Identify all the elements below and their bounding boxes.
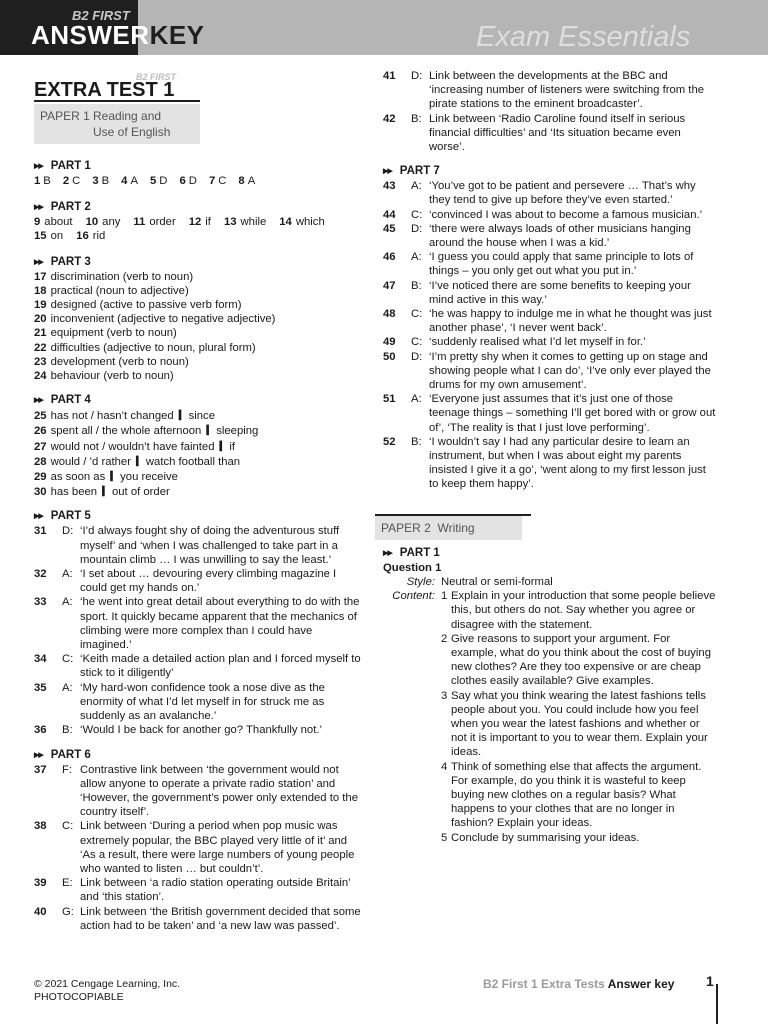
answer-number: 52 [383,435,396,448]
list-item [383,435,716,492]
answer-letter: C [72,175,81,187]
answer-word: if [205,216,211,229]
paper1-name-line2: Use of English [93,125,171,139]
answer-text: Link between ‘Radio Caroline found itself in serious financial difficulties’ and ‘Its situation became even worse’. [429,112,686,154]
answer-number: 25 [34,410,47,423]
part3-heading [34,255,364,269]
item-number: 1 [441,590,448,603]
answer-text: behaviour (verb to noun) [50,370,174,383]
separator-bar-icon: ▍ [135,455,143,466]
answer-text: difficulties (adjective to noun, plural form) [50,341,256,354]
paper2-box [375,516,522,540]
list-item [383,179,716,207]
part6-answers-left [34,763,364,933]
answer-text: has been [50,486,98,499]
page-number: 1 [706,973,714,989]
answer-text: ‘Keith made a detailed action plan and I forced myself to stick to it diligently’ [80,653,361,680]
answer-letter: D [188,175,197,187]
answer-letter: A [247,175,256,187]
answer-number: 11 [133,216,146,229]
page-number-rule [716,984,718,1024]
answer-letter: B: [411,279,422,292]
answer-letter: D: [62,525,74,538]
answer-text: would / ’d rather [50,455,131,468]
style-label: Style: [406,575,435,588]
part1-heading [34,159,364,173]
list-item [34,763,364,820]
answer-text: equipment (verb to noun) [50,327,177,340]
separator-bar-icon: ▍ [206,425,214,436]
answer-number: 34 [34,653,47,666]
double-arrow-icon: ▶▶ [34,204,43,212]
part5-answers [34,524,364,737]
part2-label: PART 2 [50,201,91,214]
answer-number: 20 [34,313,47,326]
part6-heading [34,748,364,762]
paper1-number: PAPER 1 [40,109,90,123]
separator-bar-icon: ▍ [102,486,109,497]
separator-bar-icon: ▍ [178,410,186,421]
paper1-name-line1: Reading and [93,109,162,123]
answer-text: ‘I’d always fought shy of doing the adventurous stuff myself’ and ‘when I was challenged to take part in a mountain climb … I was unwilling to say the least.’ [80,525,340,566]
list-item [34,270,364,284]
list-item [383,208,716,222]
answer-text: Contrastive link between ‘the government would not allow anyone to operate a private radio station’ and ‘However, the government’s power only extended to the country itself’. [80,763,358,819]
answer-letter: D: [411,350,423,363]
item-text: Explain in your introduction that some people believe this, but others do not. Say whether you agree or disagree with the statement. [451,590,716,631]
answer-letter: F: [62,763,73,776]
double-arrow-icon: ▶▶ [383,168,392,176]
answer-number: 50 [383,350,396,363]
separator-bar-icon: ▍ [219,440,227,451]
list-item [34,595,364,652]
answer-keyword: since [188,410,215,423]
item-text: Conclude by summarising your ideas. [451,831,640,844]
answer-letter: C: [411,336,423,349]
list-item [34,484,364,499]
part6-label: PART 6 [50,748,91,761]
extra-test-number: 1 [163,79,175,101]
answer-letter: D: [411,222,423,235]
answer-letter: A: [62,596,73,609]
header-right-title: Exam Essentials [476,21,691,53]
answer-number: 46 [383,251,396,264]
part6-answers-right [383,69,716,154]
answer-keyword: you receive [120,471,178,484]
answer-letter: C: [411,308,423,321]
item-number: 3 [441,689,448,702]
answer-letter: A: [411,180,422,193]
answer-letter: A [130,175,138,187]
list-item [441,689,716,760]
answer-text: ‘I’ve noticed there are some benefits to keeping your mind active in this way.’ [429,279,691,306]
answer-number: 36 [34,724,47,737]
list-item [383,69,716,112]
answer-text: practical (noun to adjective) [50,284,189,297]
list-item [34,326,364,340]
footer-section: Answer key [607,977,675,991]
answer-text: designed (active to passive verb form) [50,299,242,312]
answer-letter: C: [62,653,74,666]
answer-number: 22 [34,341,47,354]
separator-bar-icon: ▍ [110,471,118,482]
answer-letter: D [159,175,168,187]
part4-heading [34,393,364,407]
answer-number: 7 [208,175,216,187]
answer-text: Link between ‘During a period when pop music was extremely popular, the BBC played very little of it’ and ‘As a result, there were large numbers of young people who wanted to listen … but couldn’t’. [80,820,355,875]
list-item [34,681,364,724]
part7-answers [383,179,716,491]
answer-number: 41 [383,70,396,82]
part2-heading [34,200,364,214]
answer-number: 4 [121,175,128,187]
list-item [34,439,364,454]
list-item [383,392,716,435]
part5-heading [34,509,364,523]
answer-number: 49 [383,336,396,349]
answer-number: 43 [383,180,396,193]
list-item [34,423,364,438]
answer-text: discrimination (verb to noun) [50,270,194,283]
answer-number: 29 [34,471,47,484]
answer-text: ‘he went into great detail about everything to do with the sport. It quickly became apparent that the mechanics of climbing were more complex than I could have imagined.’ [80,596,360,652]
list-item [34,369,364,383]
answer-text: would not / wouldn’t have fainted [50,440,215,453]
answer-number: 26 [34,425,47,438]
answer-letter: A: [62,681,73,694]
list-item [383,112,716,155]
item-number: 5 [441,831,448,844]
answer-number: 42 [383,112,396,125]
answer-text: has not / hasn’t changed [50,410,174,423]
header-title-key: KEY [149,20,205,50]
answer-number: 23 [34,355,47,368]
answer-number: 32 [34,568,47,581]
answer-number: 18 [34,284,47,297]
answer-text: development (verb to noun) [50,355,189,368]
answer-keyword: watch football than [145,455,241,468]
list-item [383,307,716,335]
answer-number: 15 [34,230,47,243]
answer-number: 16 [76,230,89,243]
double-arrow-icon: ▶▶ [34,258,43,266]
answer-text: ‘he was happy to indulge me in what he thought was just another phase’, ‘I never went back’. [429,308,712,335]
answer-number: 28 [34,455,47,468]
photocopiable: PHOTOCOPIABLE [34,991,124,1003]
list-item [383,279,716,307]
answer-number: 33 [34,596,47,609]
answer-keyword: if [229,440,236,453]
answer-letter: D: [411,70,423,82]
item-number: 4 [441,760,448,773]
list-item [383,250,716,278]
answer-text: ‘You’ve got to be patient and persevere … That’s why they tend to give up before they’ve even started.’ [429,180,696,207]
item-text: Say what you think wearing the latest fashions tells people about you. You could include how you feel when you wear the latest fashions and whether or not it is important to you to wear them. Explain your ideas. [451,689,708,759]
list-item [34,355,364,369]
style-row [383,575,716,589]
answer-number: 37 [34,763,47,776]
answer-word: rid [92,230,106,243]
answer-text: spent all / the whole afternoon [50,425,202,438]
answer-word: any [102,216,121,229]
answer-word: about [44,216,73,229]
answer-text: ‘I guess you could apply that same principle to lots of things – you only get out what you put in.’ [429,251,694,278]
answer-number: 5 [150,175,157,187]
double-arrow-icon: ▶▶ [34,751,43,759]
paper2-name: Writing [437,520,475,535]
answer-number: 47 [383,279,396,292]
part1-answers [34,174,364,188]
answer-letter: C [218,175,227,187]
answer-letter: B [43,175,51,187]
list-item [34,298,364,312]
answer-word: order [149,216,176,229]
answer-letter: G: [62,905,74,918]
answer-number: 12 [188,216,202,229]
answer-number: 39 [34,877,47,890]
answer-letter: B [101,175,110,187]
double-arrow-icon: ▶▶ [34,513,43,521]
footer-book: B2 First 1 Extra Tests [483,977,605,991]
answer-letter: A: [411,393,422,406]
part3-answers [34,270,364,384]
extra-test-title-text: EXTRA TEST [34,79,158,101]
answer-number: 1 [34,175,41,187]
double-arrow-icon: ▶▶ [383,549,392,557]
answer-letter: B: [62,724,73,737]
answer-letter: A: [411,251,422,264]
answer-number: 19 [34,299,47,312]
left-column [34,74,364,933]
answer-keyword: out of order [111,486,170,499]
paper1-name [93,108,170,140]
answer-text: Link between ‘a radio station operating outside Britain’ and ‘this station’. [80,877,351,904]
answer-text: ‘I’m pretty shy when it comes to getting up on stage and showing people what I can do’, ‘I’ve only ever played the drums for my own amusement’. [429,350,711,392]
answer-word: while [240,216,267,229]
content-items [441,589,716,845]
footer-left [34,978,180,1004]
item-text: Think of something else that affects the argument. For example, do you think it is wasteful to keep buying new clothes on a regular basis? What happens to your clothes that are no longer in fashion? Explain your ideas. [451,760,702,830]
writing-part1-label: PART 1 [399,546,440,559]
answer-text: ‘Everyone just assumes that it’s just one of those teenage things – something I’ll get bored with or grow out of’, ‘The reality is that I just love performing’. [429,393,716,434]
footer-right [483,976,674,992]
header-title [31,20,205,50]
answer-letter: C: [411,208,423,221]
part5-label: PART 5 [50,510,91,523]
answer-number: 24 [34,370,47,383]
answer-text: inconvenient (adjective to negative adjective) [50,313,276,326]
answer-letter: C: [62,820,74,833]
header-title-answer: ANSWER [31,20,150,50]
answer-keyword: sleeping [216,425,259,438]
answer-text: as soon as [50,471,106,484]
answer-number: 40 [34,905,47,918]
answer-text: ‘there were always loads of other musicians hanging around the house when I was a kid.’ [429,222,691,250]
list-item [34,284,364,298]
list-item [34,876,364,904]
answer-text: Link between ‘the British government decided that some action had to be taken’ and ‘a new law was passed’. [80,905,361,932]
answer-text: Link between the developments at the BBC and ‘increasing number of listeners were switching from the pirate stations to the eminent broadcaster’. [429,70,705,111]
part7-heading [383,164,716,178]
answer-letter: B: [411,435,422,448]
part4-answers [34,408,364,499]
answer-number: 45 [383,222,396,235]
list-item [383,350,716,393]
answer-number: 21 [34,327,47,340]
list-item [34,567,364,595]
list-item [34,723,364,737]
item-text: Give reasons to support your argument. For example, what do you think about the cost of buying new clothes? Are they too expensive or are cheap clothes easily available? Give examples. [451,632,711,688]
list-item [34,652,364,680]
answer-number: 31 [34,525,47,538]
part4-label: PART 4 [50,394,91,407]
answer-text: ‘suddenly realised what I’d let myself in for.’ [429,336,646,349]
answer-number: 38 [34,820,47,833]
writing-part1-heading [383,546,716,560]
part7-label: PART 7 [399,165,440,178]
double-arrow-icon: ▶▶ [34,397,43,405]
item-number: 2 [441,632,448,645]
copyright: © 2021 Cengage Learning, Inc. [34,978,181,990]
style-value: Neutral or semi-formal [441,575,553,588]
extra-test-title [34,78,174,102]
list-item [34,905,364,933]
answer-number: 10 [85,216,99,229]
list-item [383,335,716,349]
answer-word: which [295,216,325,229]
list-item [441,632,716,689]
list-item [34,819,364,876]
list-item [34,454,364,469]
list-item [34,524,364,567]
double-arrow-icon: ▶▶ [34,163,43,170]
answer-line [34,215,364,229]
answer-number: 17 [34,270,47,283]
list-item [34,469,364,484]
answer-letter: B: [411,112,422,125]
extra-test-heading [34,74,200,102]
answer-letter: A: [62,568,73,581]
list-item [441,831,716,845]
answer-word: on [50,230,64,243]
list-item [441,589,716,632]
answer-number: 8 [238,175,245,187]
answer-number: 9 [34,216,41,229]
answer-text: ‘My hard-won confidence took a nose dive as the enormity of what I’d let myself in for struck me as suddenly as an avalanche.’ [80,681,325,723]
part1-label: PART 1 [50,160,91,172]
answer-number: 48 [383,308,396,321]
right-column [383,69,716,845]
answer-number: 44 [383,208,396,221]
answer-number: 51 [383,393,396,406]
content-row [383,589,716,845]
extra-test-subtitle: B2 FIRST [136,72,177,82]
answer-letter: E: [62,877,73,890]
answer-number: 6 [179,175,186,187]
content-label: Content: [392,590,435,603]
list-item [441,760,716,831]
paper1-box [34,104,200,144]
paper2-number: PAPER 2 [381,520,431,535]
list-item [34,408,364,423]
answer-number: 14 [279,216,292,229]
answer-line [34,229,364,243]
list-item [34,341,364,355]
answer-text: ‘I wouldn’t say I had any particular desire to learn an instrument, but when I was about eight my parents insisted I give it a go’, ‘went along to my first lesson just to keep them happy’. [429,435,706,491]
answer-number: 27 [34,440,47,453]
answer-number: 35 [34,681,47,694]
answer-number: 30 [34,486,47,499]
answer-number: 2 [62,175,70,187]
part3-label: PART 3 [50,255,91,268]
answer-text: ‘I set about … devouring every climbing magazine I could get my hands on.’ [80,568,337,595]
answer-text: ‘Would I be back for another go? Thankfully not.’ [80,724,322,737]
list-item [34,312,364,326]
answer-number: 13 [223,216,237,229]
list-item [383,222,716,250]
answer-number: 3 [92,175,99,187]
header-subtitle: B2 FIRST [72,8,130,23]
answer-text: ‘convinced I was about to become a famous musician.’ [429,208,703,221]
question-heading: Question 1 [383,561,442,574]
part2-answers [34,215,364,243]
